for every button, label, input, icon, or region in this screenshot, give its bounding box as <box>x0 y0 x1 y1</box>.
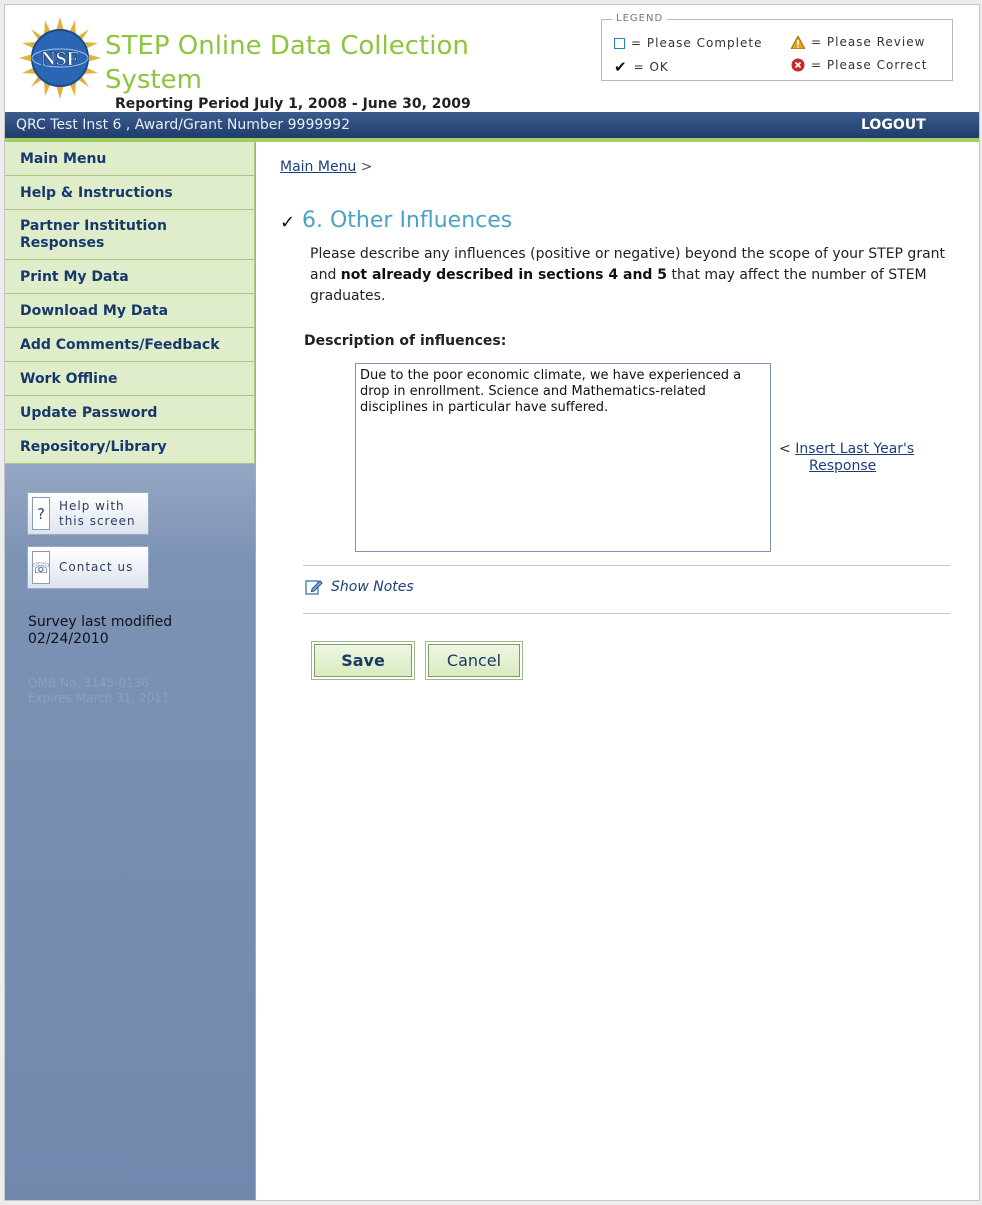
error-icon <box>791 58 805 72</box>
sidebar-item-update-password[interactable]: Update Password <box>5 396 255 430</box>
question-icon: ? <box>32 497 50 530</box>
insert-prefix: < <box>779 441 791 457</box>
legend-please-correct-label: = Please Correct <box>811 58 928 72</box>
omb-info: OMB No. 3145-0136 Expires March 31, 2011 <box>28 676 170 705</box>
show-notes-toggle[interactable] <box>305 578 414 596</box>
sidebar-item-add-comments-feedback[interactable]: Add Comments/Feedback <box>5 328 255 362</box>
breadcrumb-main-menu[interactable]: Main Menu <box>280 159 357 175</box>
cancel-button-label: Cancel <box>428 644 520 677</box>
legend-ok-label: = OK <box>633 60 669 74</box>
sidebar-item-download-my-data[interactable]: Download My Data <box>5 294 255 328</box>
influences-label: Description of influences: <box>304 333 507 349</box>
page-frame <box>4 4 980 1201</box>
legend <box>601 13 953 81</box>
sidebar-item-repository-library[interactable]: Repository/Library <box>5 430 255 464</box>
legend-title: LEGEND <box>612 13 667 24</box>
phone-icon: ☏ <box>32 551 50 584</box>
legend-please-correct <box>791 58 927 72</box>
description-text-end: that may affect the number of STEM graduates. <box>310 267 927 304</box>
legend-please-complete-label: = Please Complete <box>631 36 763 50</box>
contact-us-button[interactable] <box>27 546 149 589</box>
help-screen-button[interactable] <box>27 492 149 535</box>
sidebar <box>5 142 256 1201</box>
help-screen-label: Help with this screen <box>59 498 136 528</box>
breadcrumb <box>280 159 373 175</box>
description-bold-text: not already described in sections 4 and 5 <box>340 267 668 283</box>
warning-icon <box>791 36 805 49</box>
save-button-label: Save <box>314 644 412 677</box>
notes-pencil-icon <box>305 578 323 596</box>
divider-bottom <box>303 613 950 614</box>
insert-last-year-link-continued[interactable]: Response <box>809 458 877 474</box>
logo-text: NSF <box>41 48 79 70</box>
reporting-period: Reporting Period July 1, 2008 - June 30, 2009 <box>115 96 471 112</box>
sidebar-item-partner-institution-responses[interactable]: Partner Institution Responses <box>5 210 255 260</box>
legend-ok <box>614 58 669 76</box>
sidebar-item-help-instructions[interactable]: Help & Instructions <box>5 176 255 210</box>
section-title: 6. Other Influences <box>302 208 513 233</box>
cancel-button[interactable] <box>425 641 523 680</box>
empty-box-icon <box>614 38 625 49</box>
checkmark-icon: ✔ <box>614 58 628 76</box>
sidebar-item-work-offline[interactable]: Work Offline <box>5 362 255 396</box>
insert-last-year-link[interactable]: Insert Last Year's <box>795 441 915 457</box>
sidebar-item-print-my-data[interactable]: Print My Data <box>5 260 255 294</box>
nsf-logo <box>19 17 101 99</box>
save-button[interactable] <box>311 641 415 680</box>
legend-please-complete <box>614 36 762 50</box>
award-info: QRC Test Inst 6 , Award/Grant Number 9999992 <box>16 117 350 133</box>
divider-top <box>303 565 950 566</box>
top-bar <box>5 112 980 138</box>
app-title: STEP Online Data Collection System <box>105 31 469 95</box>
main-content <box>257 142 980 1201</box>
section-description <box>310 244 960 307</box>
sidebar-item-main-menu[interactable]: Main Menu <box>5 142 255 176</box>
section-status-check-icon: ✓ <box>280 212 296 233</box>
breadcrumb-separator: > <box>360 159 373 175</box>
insert-last-year <box>779 441 914 475</box>
survey-last-modified: Survey last modified 02/24/2010 <box>28 614 173 647</box>
description-text: Please describe any influences (positive or negative) beyond the scope of your STEP grant and <box>310 246 946 283</box>
legend-please-review <box>791 35 925 49</box>
logout-link[interactable]: LOGOUT <box>861 117 926 133</box>
influences-textarea[interactable] <box>355 363 771 552</box>
header <box>5 5 980 113</box>
legend-please-review-label: = Please Review <box>811 35 926 49</box>
show-notes-label: Show Notes <box>331 579 414 595</box>
contact-us-label: Contact us <box>59 560 134 574</box>
